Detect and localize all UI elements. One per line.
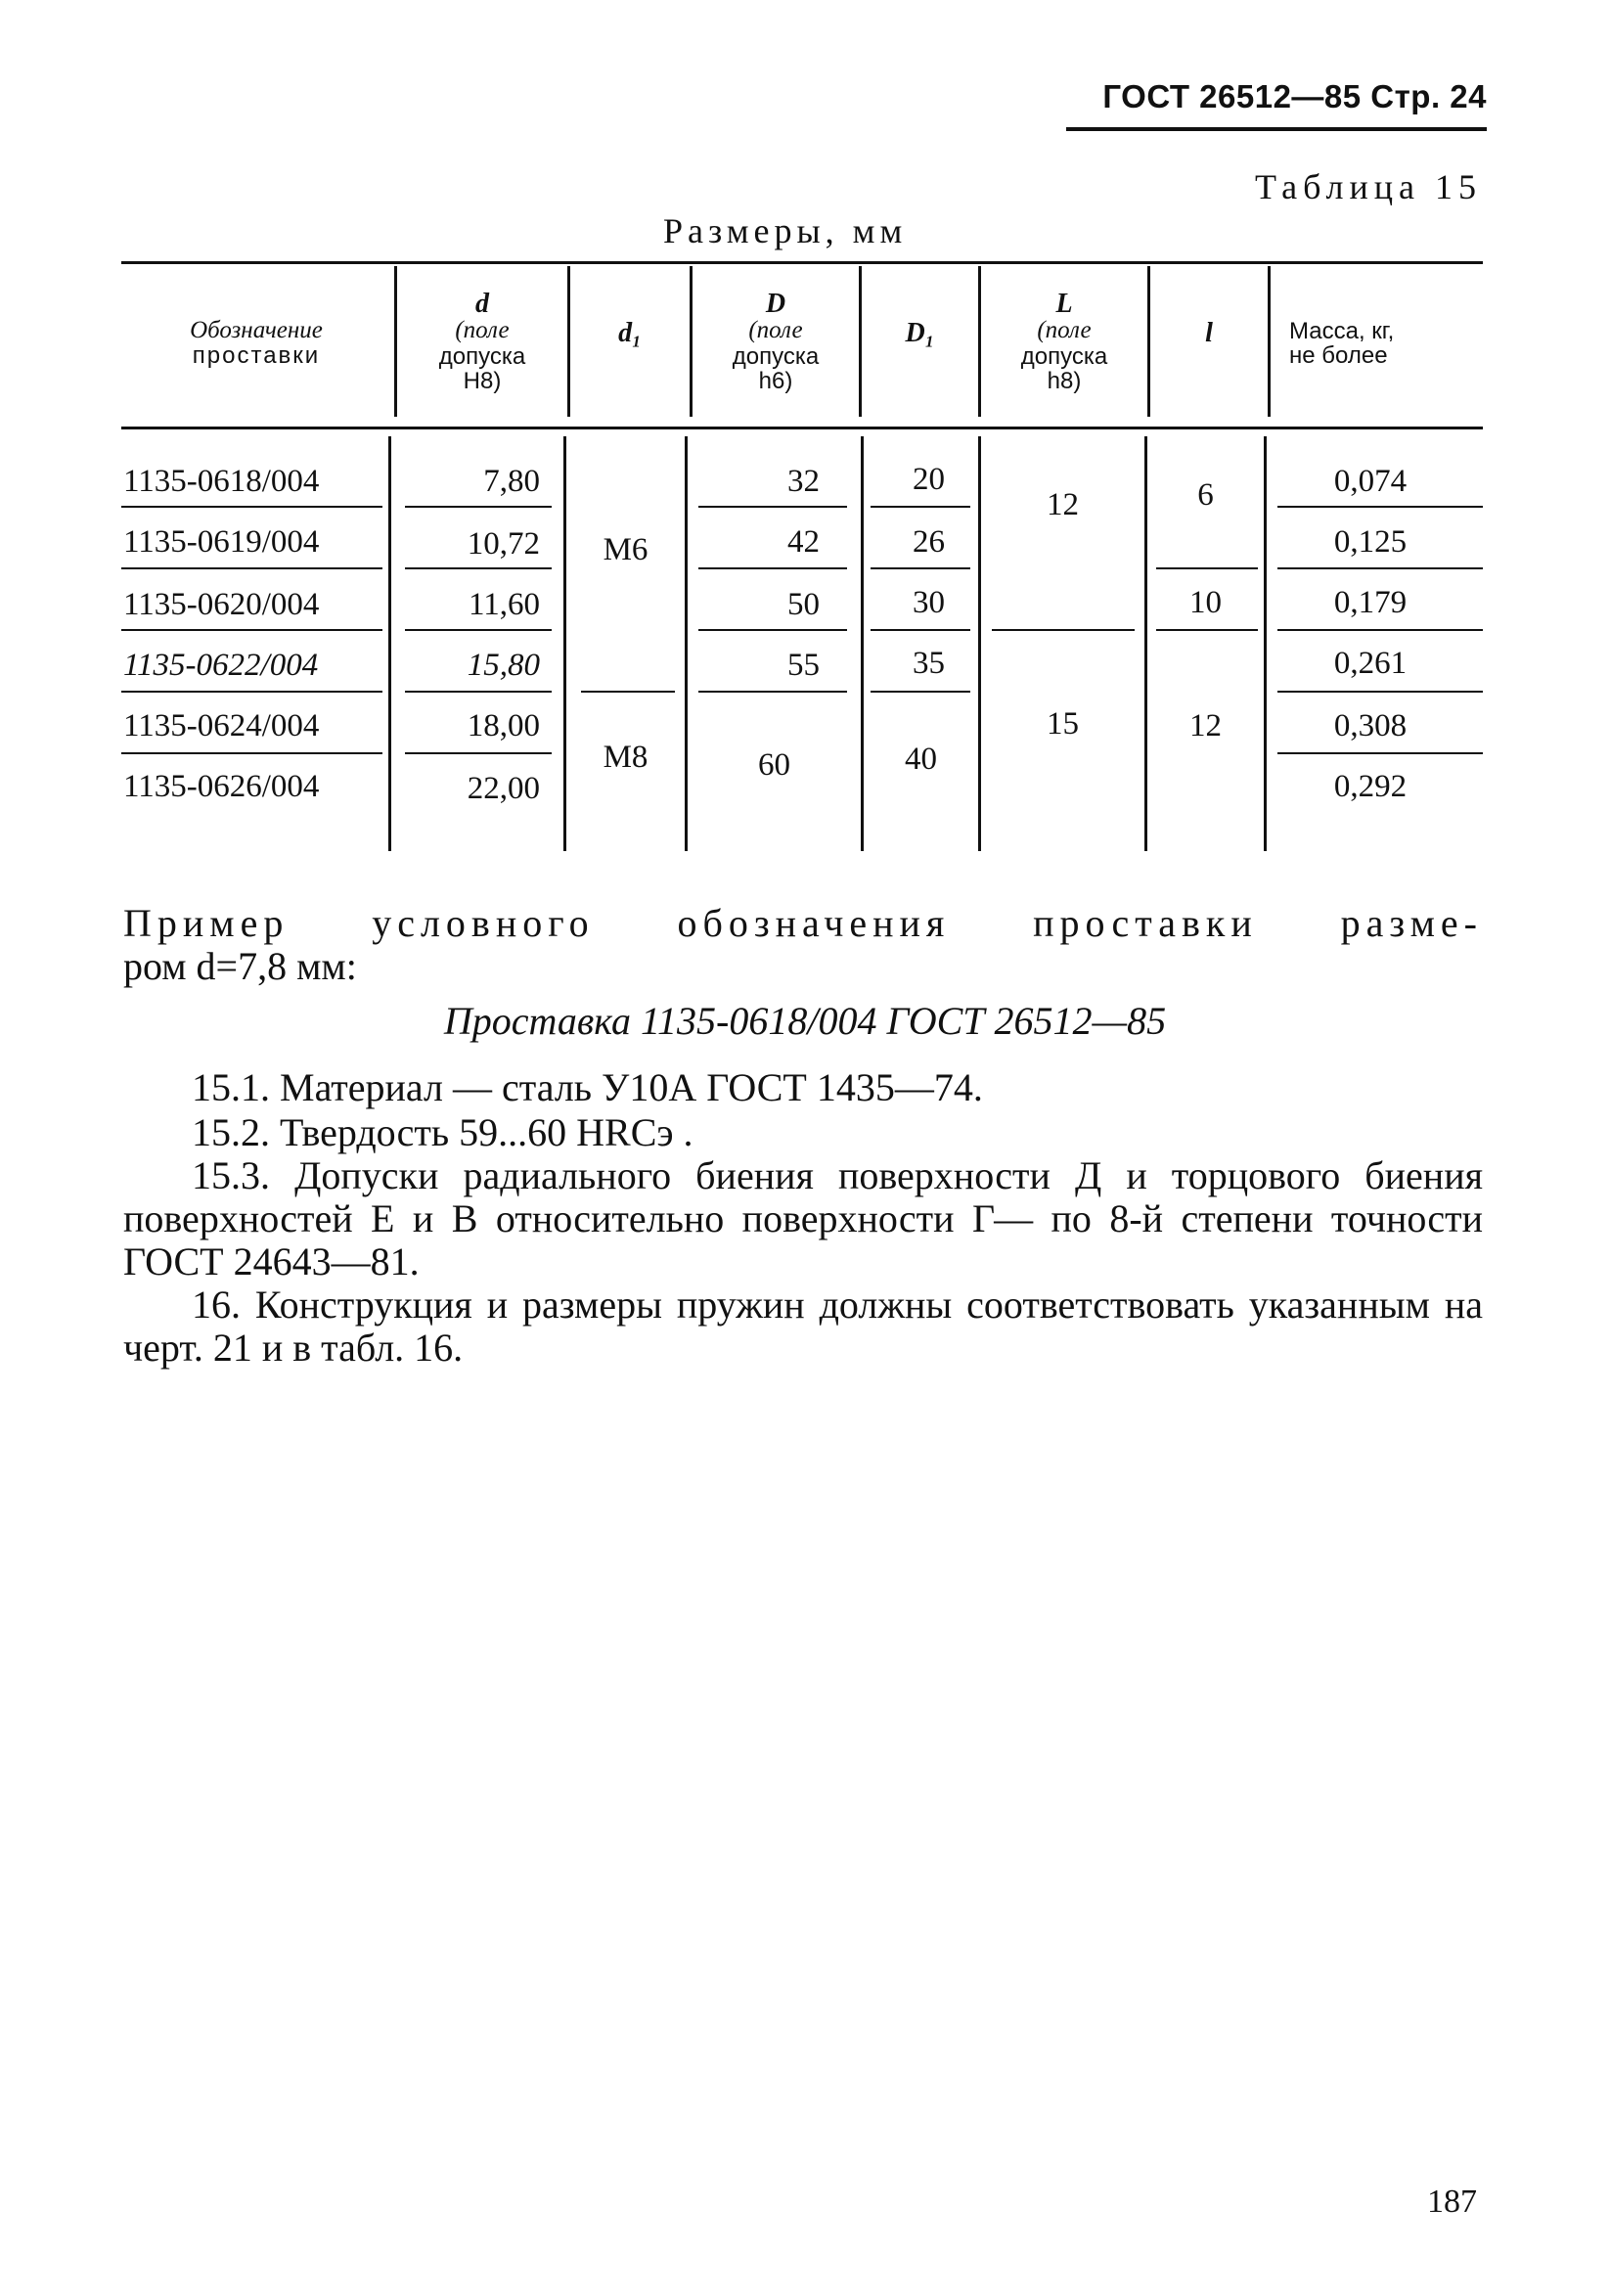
cell-d1-m6: М6 <box>603 532 648 567</box>
cell-D1: 26 <box>913 524 945 560</box>
col-header-d1: d₁ <box>618 318 642 348</box>
running-title: ГОСТ 26512—85 Стр. 24 <box>1102 78 1487 114</box>
cell-d: 11,60 <box>468 587 540 622</box>
cell-mass: 0,074 <box>1333 464 1408 499</box>
example-intro-line1: Пример условного обозначения проставки разме- <box>123 901 1483 945</box>
cell-D1: 35 <box>913 646 945 681</box>
cell-l-10: 10 <box>1189 585 1222 620</box>
cell-L-15: 15 <box>1047 706 1079 742</box>
cell-mass: 0,125 <box>1333 524 1408 560</box>
cell-mass: 0,261 <box>1333 646 1408 681</box>
cell-D: 55 <box>787 648 820 683</box>
cell-D: 32 <box>787 464 820 499</box>
cell-designation: 1135-0624/004 <box>123 708 320 743</box>
cell-D: 50 <box>787 587 820 622</box>
col-header-L: L (поле допуска h8) <box>1020 289 1108 394</box>
cell-designation: 1135-0618/004 <box>123 464 320 499</box>
cell-designation: 1135-0619/004 <box>123 524 320 560</box>
header-rule <box>1066 127 1487 131</box>
clause-15-1: 15.1. Материал — сталь У10А ГОСТ 1435—74. <box>192 1065 983 1109</box>
cell-designation: 1135-0622/004 <box>123 648 319 683</box>
cell-D-merged: 60 <box>758 747 790 783</box>
example-designation: Проставка 1135-0618/004 ГОСТ 26512—85 <box>443 999 1167 1043</box>
clause-15-3: 15.3. Допуски радиального биения поверхности Д и торцового биения поверхностей Е и В относительно поверхности Г— по 8-й степени точности ГОСТ 24643—81. <box>123 1153 1483 1283</box>
cell-mass: 0,308 <box>1333 708 1408 743</box>
clause-16: 16. Конструкция и размеры пружин должны соответствовать указанным на черт. 21 и в табл. 16. <box>123 1283 1483 1370</box>
cell-d: 10,72 <box>467 526 540 562</box>
col-header-mass: Масса, кг, не более <box>1289 318 1395 370</box>
cell-d: 22,00 <box>467 771 540 806</box>
cell-l-12: 12 <box>1189 708 1222 743</box>
cell-d1-m8: М8 <box>603 740 648 775</box>
cell-mass: 0,179 <box>1333 585 1408 620</box>
cell-D1: 20 <box>913 462 945 497</box>
col-header-l: l <box>1205 318 1213 348</box>
table-label: Таблица 15 <box>1255 167 1482 206</box>
cell-D1-merged: 40 <box>905 742 937 777</box>
cell-d: 15,80 <box>467 648 540 683</box>
clause-15-2: 15.2. Твердость 59...60 HRCэ . <box>192 1110 693 1154</box>
cell-D1: 30 <box>913 585 945 620</box>
page-number: 187 <box>1427 2183 1477 2220</box>
cell-L-12: 12 <box>1047 487 1079 522</box>
table-top-rule <box>121 261 1483 264</box>
col-header-D: D (поле допуска h6) <box>732 289 820 394</box>
cell-l-6: 6 <box>1197 477 1214 513</box>
cell-d: 18,00 <box>467 708 540 743</box>
cell-designation: 1135-0626/004 <box>123 769 320 804</box>
col-header-D1: D₁ <box>905 318 935 348</box>
col-header-d: d (поле допуска Н8) <box>438 289 526 394</box>
cell-D: 42 <box>787 524 820 560</box>
col-header-designation: Обозначение проставки <box>190 317 323 370</box>
cell-mass: 0,292 <box>1333 769 1408 804</box>
header-bottom-rule <box>121 427 1483 429</box>
cell-d: 7,80 <box>483 464 540 499</box>
cell-designation: 1135-0620/004 <box>123 587 320 622</box>
table-units: Размеры, мм <box>663 211 908 250</box>
running-header <box>1017 78 1487 137</box>
example-intro-line2: ром d=7,8 мм: <box>123 944 357 988</box>
